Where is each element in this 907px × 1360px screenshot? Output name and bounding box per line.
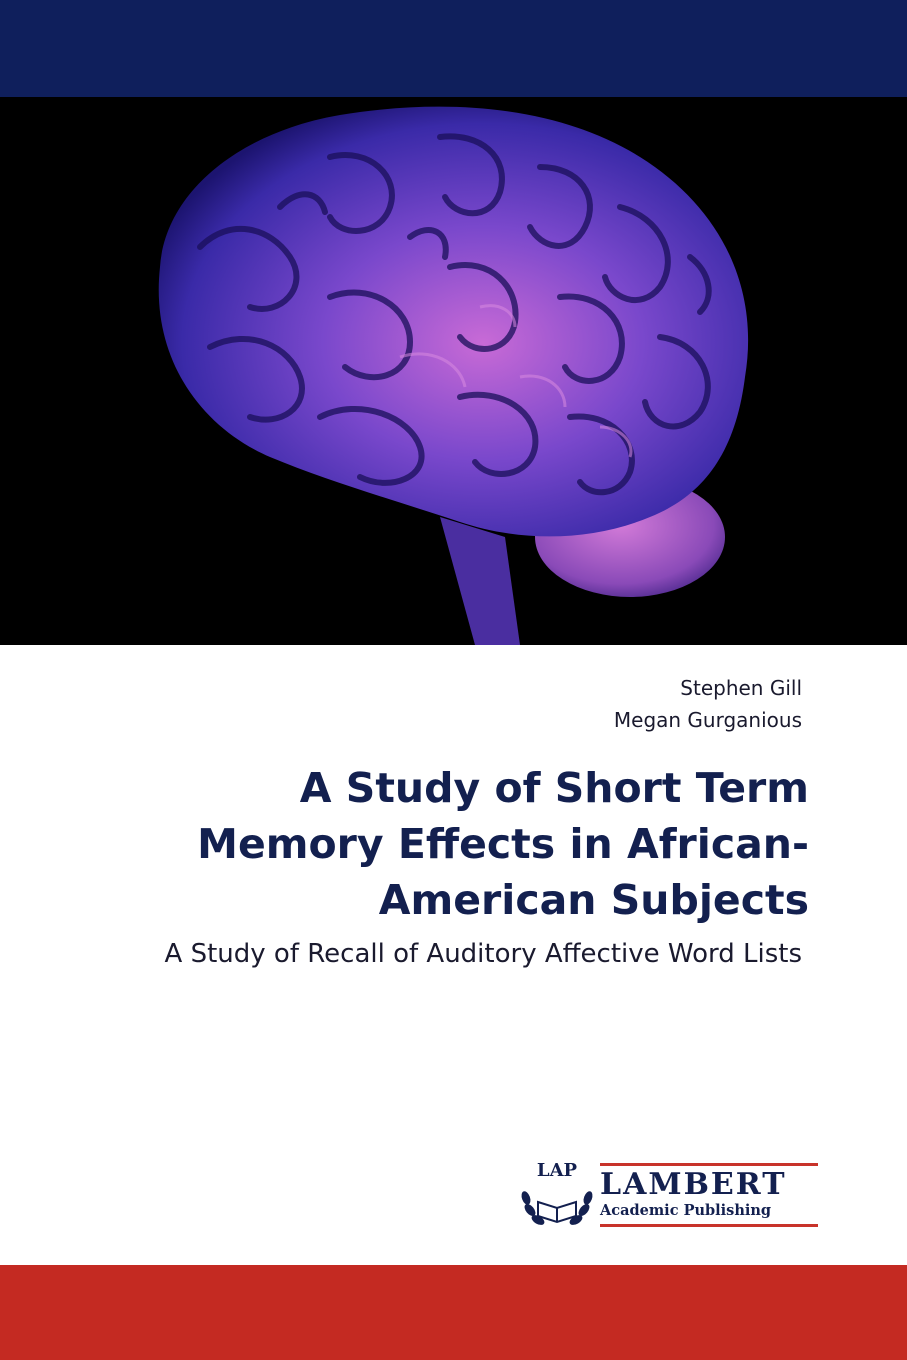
book-subtitle: A Study of Recall of Auditory Affective Word Lists xyxy=(164,939,802,969)
publisher-seal-text: LAP xyxy=(536,1160,578,1181)
publisher-logo xyxy=(518,1158,823,1230)
author-name: Megan Gurganious xyxy=(613,708,802,732)
publisher-rule-bottom xyxy=(600,1224,818,1227)
cover-image xyxy=(0,97,907,645)
author-name: Stephen Gill xyxy=(680,676,802,700)
publisher-rule-top xyxy=(600,1163,818,1166)
book-title: A Study of Short Term Memory Effects in African-American Subjects xyxy=(197,764,809,924)
author-list xyxy=(614,672,802,736)
publisher-wordmark xyxy=(600,1163,820,1227)
publisher-name: LAMBERT xyxy=(600,1167,787,1202)
bottom-color-band xyxy=(0,1265,907,1360)
top-color-band xyxy=(0,0,907,97)
publisher-subname: Academic Publishing xyxy=(600,1202,772,1219)
brain-illustration xyxy=(0,97,907,645)
